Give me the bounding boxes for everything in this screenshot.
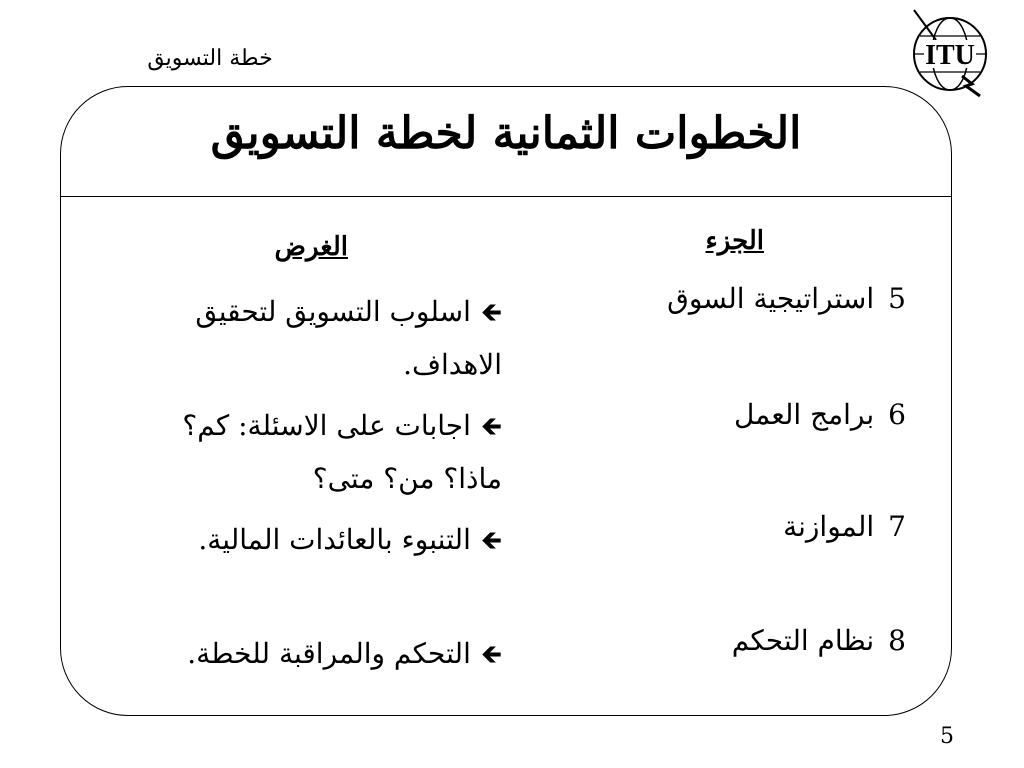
- part-row-7: 7الموازنة: [783, 510, 906, 543]
- header-title: خطة التسويق: [147, 46, 273, 71]
- purpose-row-7: 🡸التنبوء بالعائدات المالية.: [198, 523, 502, 556]
- part-row-8: 8نظام التحكم: [731, 624, 906, 657]
- slide-title: الخطوات الثمانية لخطة التسويق: [210, 108, 802, 159]
- part-row-5: 5استراتيجية السوق: [667, 282, 906, 315]
- part-row-6: 6برامج العمل: [733, 398, 906, 431]
- column-header-purpose: الغرض: [274, 232, 348, 262]
- left-arrow-icon: 🡸: [480, 412, 502, 442]
- purpose-row-5: 🡸اسلوب التسويق لتحقيق الاهداف.: [195, 295, 502, 381]
- logo-text: ITU: [925, 40, 975, 71]
- left-arrow-icon: 🡸: [480, 298, 502, 328]
- purpose-row-6: 🡸اجابات على الاسئلة: كم؟ ماذا؟ من؟ متى؟: [182, 409, 502, 495]
- itu-logo: [900, 6, 996, 98]
- left-arrow-icon: 🡸: [480, 640, 502, 670]
- title-divider: [60, 196, 952, 197]
- column-header-part: الجزء: [705, 226, 764, 256]
- slide-number: 5: [940, 724, 954, 749]
- left-arrow-icon: 🡸: [480, 526, 502, 556]
- purpose-row-8: 🡸التحكم والمراقبة للخطة.: [187, 637, 502, 670]
